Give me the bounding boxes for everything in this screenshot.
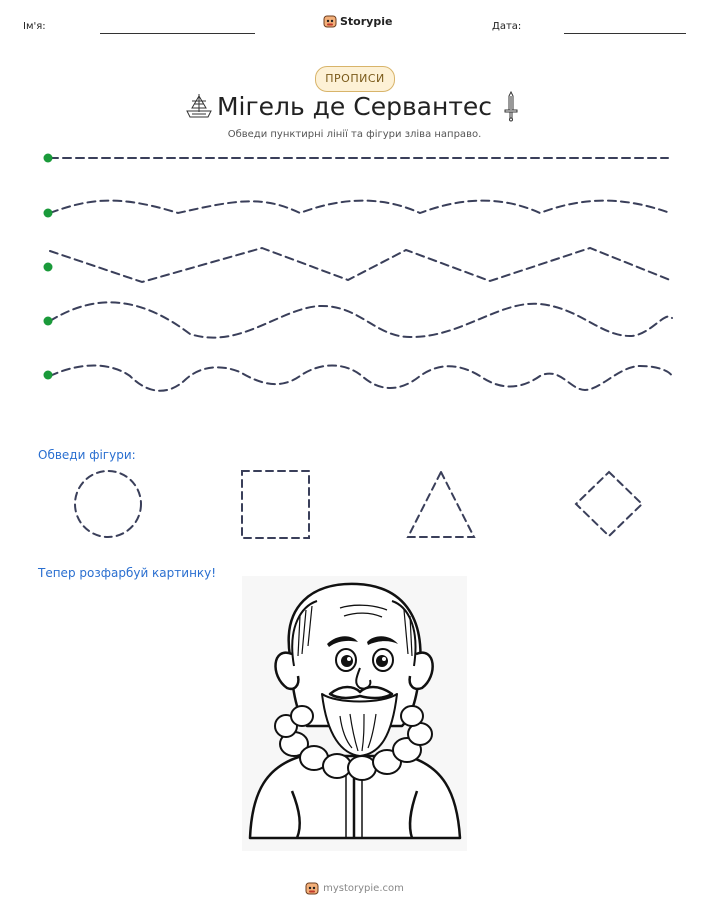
shapes-section-label: Обведи фігури: <box>38 448 136 462</box>
tracing-line-zigzag <box>50 248 670 282</box>
footer <box>0 881 709 895</box>
start-dot <box>44 154 53 163</box>
tracing-lines-area <box>0 140 709 410</box>
storypie-mascot-icon <box>323 14 337 28</box>
dashed-triangle <box>408 472 474 537</box>
dashed-diamond <box>576 472 642 536</box>
worksheet-type-badge: ПРОПИСИ <box>315 66 395 92</box>
coloring-section-label: Тепер розфарбуй картинку! <box>38 566 217 580</box>
name-label: Ім'я: <box>23 21 46 32</box>
sword-icon <box>502 90 520 122</box>
name-field-line[interactable] <box>100 33 255 34</box>
date-field-line[interactable] <box>564 33 686 34</box>
start-dot <box>44 317 53 326</box>
page-instructions: Обведи пунктирні лінії та фігури зліва направо. <box>227 129 482 140</box>
brand-logo <box>323 14 392 28</box>
start-dot <box>44 263 53 272</box>
date-label: Дата: <box>492 21 522 32</box>
brand-name: Storypie <box>340 14 393 28</box>
tracing-line-wave <box>50 302 672 337</box>
page-title: Мігель де Сервантес <box>216 92 493 121</box>
footer-site-link[interactable]: mystorypie.com <box>323 882 404 894</box>
coloring-portrait-image <box>242 576 467 851</box>
storypie-mascot-icon <box>305 881 319 895</box>
tracing-line-gentle-wave <box>50 201 670 213</box>
start-dot <box>44 371 53 380</box>
dashed-square <box>242 471 309 538</box>
dashed-circle <box>75 471 141 537</box>
tracing-shapes-area <box>0 462 709 552</box>
start-dot <box>44 209 53 218</box>
tracing-line-bumpy-wave <box>50 366 672 391</box>
